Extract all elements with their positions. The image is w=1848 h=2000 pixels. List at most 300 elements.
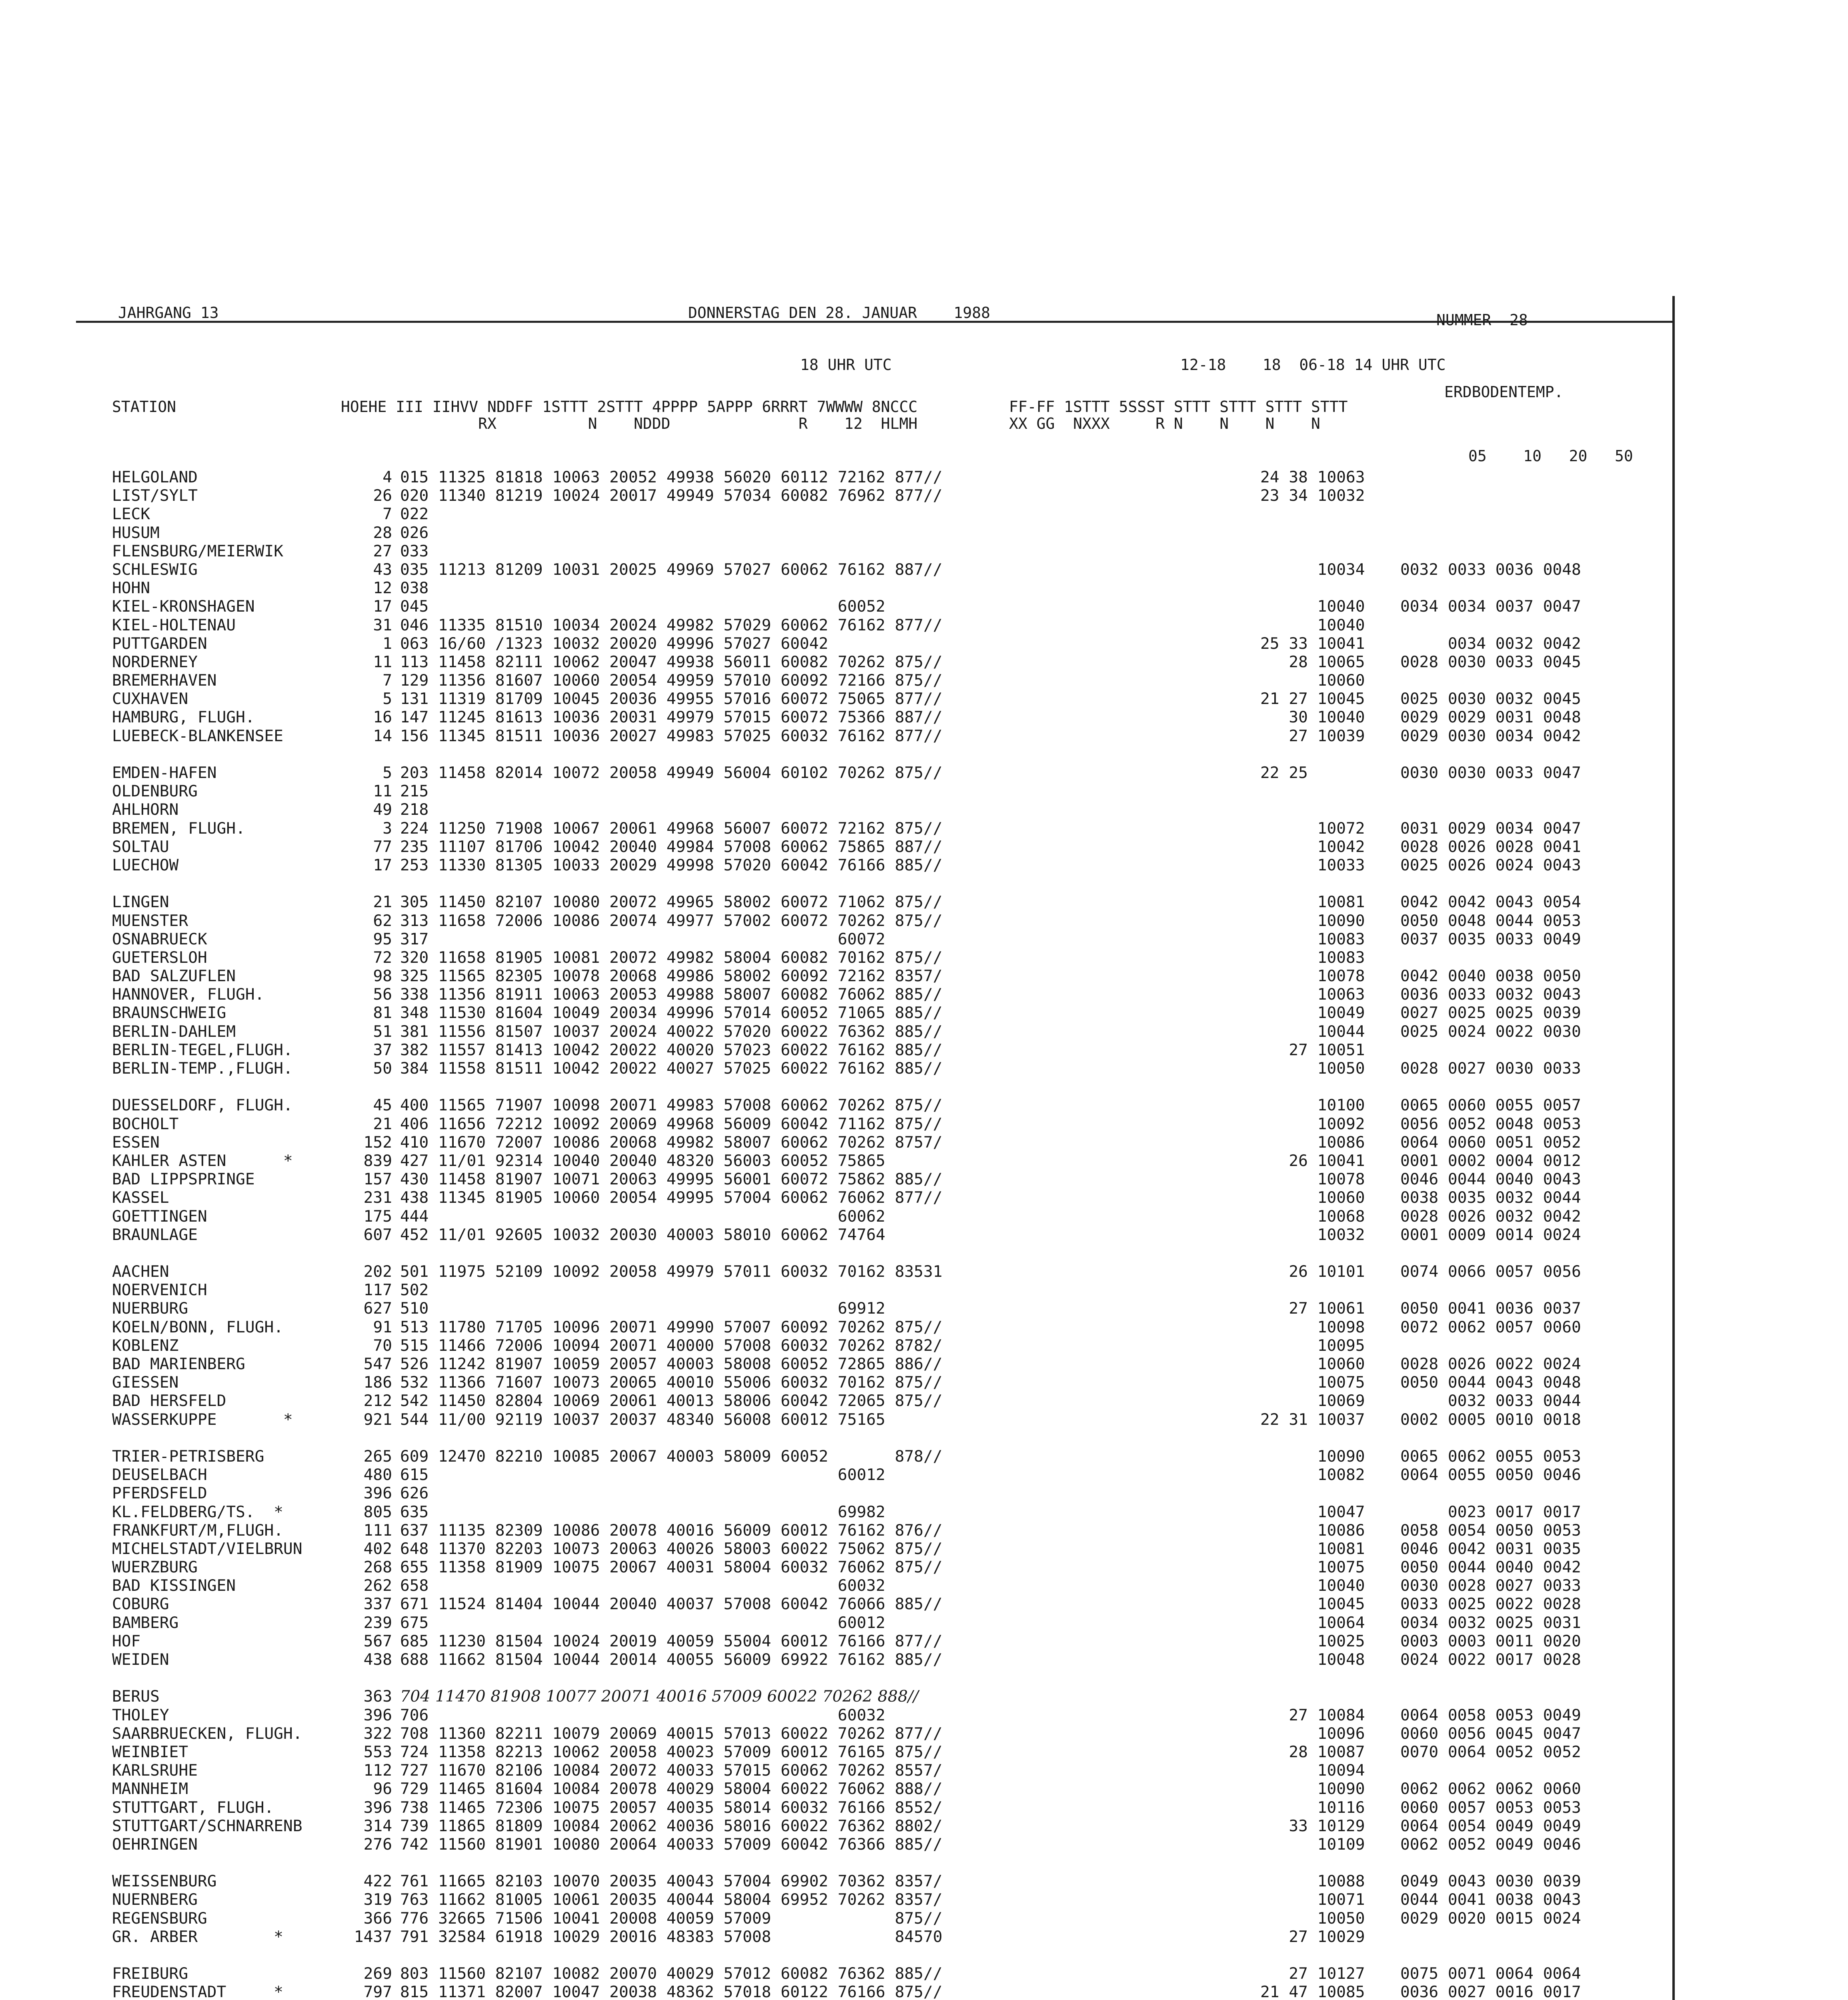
- period-12-18: 22 25: [1260, 764, 1308, 782]
- station-name: WASSERKUPPE *: [112, 1410, 293, 1429]
- station-height: 37: [373, 1040, 392, 1059]
- period-12-18: 10034: [1260, 560, 1365, 579]
- station-name: OEHRINGEN: [112, 1835, 198, 1854]
- station-height: 438: [363, 1650, 392, 1669]
- station-height: 95: [373, 930, 392, 948]
- synop-groups: 739 11865 81809 10084 20062 40036 58016 60022 76362 8802/: [400, 1816, 943, 1835]
- station-height: 202: [363, 1262, 392, 1281]
- table-row: [112, 1262, 1664, 1281]
- table-row: [112, 967, 1664, 985]
- station-height: 1437: [354, 1927, 392, 1946]
- station-name: BAD HERSFELD: [112, 1392, 226, 1410]
- table-row: [112, 671, 1664, 690]
- soil-temperatures: 0036 0027 0016 0017: [1400, 1983, 1581, 2000]
- station-name: BREMEN, FLUGH.: [112, 819, 245, 838]
- soil-temperatures: 0037 0035 0033 0049: [1400, 930, 1581, 948]
- synop-groups: 532 11366 71607 10073 20065 40010 55006 60032 70162 875//: [400, 1373, 943, 1392]
- station-name: TRIER-PETRISBERG: [112, 1447, 264, 1466]
- station-name: EMDEN-HAFEN: [112, 764, 217, 782]
- soil-temperatures: 0025 0026 0024 0043: [1400, 856, 1581, 874]
- station-name: MANNHEIM: [112, 1780, 188, 1798]
- soil-temperatures: 0036 0033 0032 0043: [1400, 985, 1581, 1004]
- period-12-18: 10083: [1260, 930, 1365, 948]
- station-name: NUERNBERG: [112, 1890, 198, 1909]
- period-12-18: 28 10087: [1260, 1742, 1365, 1761]
- synop-groups: 438 11345 81905 10060 20054 49995 57004 60062 76062 877//: [400, 1188, 943, 1207]
- soil-temperatures: 0042 0040 0038 0050: [1400, 967, 1581, 986]
- period-12-18: 27 10039: [1260, 726, 1365, 745]
- synop-groups: 708 11360 82211 10079 20069 40015 57013 60022 70262 877//: [400, 1724, 943, 1743]
- row-spacer: [112, 1244, 1664, 1262]
- soil-temperatures: 0034 0032 0025 0031: [1400, 1613, 1581, 1632]
- period-12-18: 10094: [1260, 1761, 1365, 1780]
- soil-temperatures: 0050 0048 0044 0053: [1400, 911, 1581, 930]
- station-name: PUTTGARDEN: [112, 634, 207, 653]
- table-row: [112, 1410, 1664, 1429]
- period-12-18: 10096: [1260, 1724, 1365, 1743]
- station-name: GOETTINGEN: [112, 1207, 207, 1226]
- station-name: WEINBIET: [112, 1742, 188, 1761]
- synop-groups: 761 11665 82103 10070 20035 40043 57004 69902 70362 8357/: [400, 1872, 943, 1891]
- table-row: [112, 1835, 1664, 1854]
- table-row: [112, 1447, 1664, 1466]
- period-12-18: 10045: [1260, 1595, 1365, 1614]
- station-name: LECK: [112, 505, 150, 524]
- synop-groups: 675 60012: [400, 1613, 885, 1632]
- table-row: [112, 1318, 1664, 1336]
- table-row: [112, 1909, 1664, 1928]
- soil-temperatures: 0042 0042 0043 0054: [1400, 893, 1581, 912]
- station-name: KL.FELDBERG/TS. *: [112, 1502, 284, 1521]
- synop-groups: 502: [400, 1281, 429, 1300]
- period-12-18: 26 10041: [1260, 1151, 1365, 1170]
- row-spacer: [112, 1078, 1664, 1096]
- soil-temperatures: 0023 0017 0017: [1400, 1502, 1581, 1521]
- synop-groups: 727 11670 82106 10084 20072 40033 57015 60062 70262 8557/: [400, 1761, 943, 1780]
- table-row: [112, 708, 1664, 726]
- soil-temperatures: 0060 0056 0045 0047: [1400, 1724, 1581, 1743]
- station-name: BAD SALZUFLEN: [112, 967, 236, 986]
- synop-groups: 410 11670 72007 10086 20068 49982 58007 60062 70262 8757/: [400, 1133, 943, 1152]
- period-12-18: 10078: [1260, 967, 1365, 986]
- soil-temp-depths: 05 10 20 50: [1468, 447, 1633, 465]
- station-name: LUECHOW: [112, 856, 179, 874]
- period-12-18: 10025: [1260, 1632, 1365, 1650]
- station-height: 627: [363, 1299, 392, 1318]
- station-height: 567: [363, 1632, 392, 1650]
- station-height: 50: [373, 1059, 392, 1078]
- period-12-18: 10081: [1260, 1539, 1365, 1558]
- station-height: 72: [373, 948, 392, 967]
- table-row: [112, 1928, 1664, 1946]
- table-row: [112, 1650, 1664, 1669]
- period-12-18: 10078: [1260, 1170, 1365, 1189]
- station-height: 396: [363, 1706, 392, 1724]
- synop-groups: 046 11335 81510 10034 20024 49982 57029 60062 76162 877//: [400, 616, 943, 634]
- station-height: 269: [363, 1964, 392, 1983]
- soil-temperatures: 0032 0033 0036 0048: [1400, 560, 1581, 579]
- table-row: [112, 1281, 1664, 1299]
- station-name: BERLIN-DAHLEM: [112, 1022, 236, 1041]
- synop-groups: 637 11135 82309 10086 20078 40016 56009 60012 76162 876//: [400, 1521, 943, 1540]
- table-row: [112, 1022, 1664, 1041]
- station-name: HOF: [112, 1632, 141, 1650]
- station-name: HAMBURG, FLUGH.: [112, 708, 255, 727]
- station-height: 45: [373, 1096, 392, 1115]
- table-row: [112, 1004, 1664, 1022]
- soil-temperatures: 0062 0052 0049 0046: [1400, 1835, 1581, 1854]
- table-row: [112, 856, 1664, 874]
- station-name: BAD KISSINGEN: [112, 1576, 236, 1595]
- soil-temperatures: 0029 0030 0034 0042: [1400, 726, 1581, 745]
- period-12-18: 23 34 10032: [1260, 486, 1365, 505]
- table-row: [112, 1724, 1664, 1743]
- soil-temperatures: 0074 0066 0057 0056: [1400, 1262, 1581, 1281]
- synop-groups: 729 11465 81604 10084 20078 40029 58004 60022 76062 888//: [400, 1780, 943, 1798]
- synop-groups: 063 16/60 /1323 10032 20020 49996 57027 60042: [400, 634, 829, 653]
- synop-groups: 544 11/00 92119 10037 20037 48340 56008 60012 75165: [400, 1410, 885, 1429]
- station-name: AACHEN: [112, 1262, 169, 1281]
- period-12-18: 10064: [1260, 1613, 1365, 1632]
- table-row: [112, 468, 1664, 486]
- table-row: [112, 800, 1664, 819]
- period-12-18: 28 10065: [1260, 652, 1365, 671]
- station-height: 14: [373, 726, 392, 745]
- synop-groups: 444 60062: [400, 1207, 885, 1226]
- station-name: BAD MARIENBERG: [112, 1355, 245, 1373]
- row-spacer: [112, 1854, 1664, 1872]
- soil-temp-title: ERDBODENTEMP.: [1444, 383, 1564, 401]
- synop-groups: 803 11560 82107 10082 20070 40029 57012 60082 76362 885//: [400, 1964, 943, 1983]
- period-12-18: 10069: [1260, 1392, 1365, 1410]
- station-height: 797: [363, 1983, 392, 2000]
- soil-temperatures: 0044 0041 0038 0043: [1400, 1890, 1581, 1909]
- table-row: [112, 1964, 1664, 1983]
- table-row: [112, 1817, 1664, 1835]
- table-row: [112, 1152, 1664, 1170]
- station-name: COBURG: [112, 1595, 169, 1614]
- table-row: [112, 838, 1664, 856]
- soil-temperatures: 0065 0062 0055 0053: [1400, 1447, 1581, 1466]
- table-row: [112, 1576, 1664, 1595]
- synop-groups: 313 11658 72006 10086 20074 49977 57002 60072 70262 875//: [400, 911, 943, 930]
- period-12-18: 10060: [1260, 1188, 1365, 1207]
- soil-temperatures: 0038 0035 0032 0044: [1400, 1188, 1581, 1207]
- period-12-18: 10116: [1260, 1798, 1365, 1817]
- soil-temperatures: 0064 0055 0050 0046: [1400, 1466, 1581, 1484]
- station-height: 319: [363, 1890, 392, 1909]
- station-name: DEUSELBACH: [112, 1466, 207, 1484]
- table-row: [112, 1780, 1664, 1798]
- table-row: [112, 930, 1664, 948]
- table-row: [112, 1484, 1664, 1502]
- table-row: [112, 1355, 1664, 1373]
- station-height: 16: [373, 708, 392, 727]
- station-height: 111: [363, 1521, 392, 1540]
- station-height: 607: [363, 1225, 392, 1244]
- table-row: [112, 579, 1664, 597]
- table-row: [112, 524, 1664, 542]
- station-name: FRANKFURT/M,FLUGH.: [112, 1521, 284, 1540]
- synop-groups: 704 11470 81908 10077 20071 40016 57009 60022 70262 888//: [400, 1687, 919, 1706]
- synop-groups: 381 11556 81507 10037 20024 40022 57020 60022 76362 885//: [400, 1022, 943, 1041]
- station-name: SAARBRUECKEN, FLUGH.: [112, 1724, 302, 1743]
- station-height: 276: [363, 1835, 392, 1854]
- table-row: [112, 1188, 1664, 1207]
- soil-temperatures: 0050 0044 0043 0048: [1400, 1373, 1581, 1392]
- station-height: 112: [363, 1761, 392, 1780]
- period-12-18: 10090: [1260, 911, 1365, 930]
- station-height: 77: [373, 837, 392, 856]
- station-height: 98: [373, 967, 392, 986]
- station-height: 4: [382, 468, 392, 486]
- station-height: 49: [373, 800, 392, 819]
- date-label: DONNERSTAG DEN 28. JANUAR 1988: [688, 304, 990, 322]
- station-name: BAMBERG: [112, 1613, 179, 1632]
- station-name: PFERDSFELD: [112, 1484, 207, 1503]
- station-height: 175: [363, 1207, 392, 1226]
- synop-groups: 215: [400, 782, 429, 801]
- station-height: 21: [373, 1114, 392, 1133]
- table-row: [112, 1595, 1664, 1613]
- issue-number: NUMMER 28: [1436, 311, 1528, 329]
- table-row: [112, 782, 1664, 800]
- soil-temperatures: 0072 0062 0057 0060: [1400, 1318, 1581, 1336]
- table-row: [112, 1392, 1664, 1410]
- station-height: 480: [363, 1466, 392, 1484]
- soil-temperatures: 0062 0062 0062 0060: [1400, 1780, 1581, 1798]
- table-row: [112, 764, 1664, 782]
- period-12-18: 10050: [1260, 1059, 1365, 1078]
- synop-groups: 742 11560 81901 10080 20064 40033 57009 60042 76366 885//: [400, 1835, 943, 1854]
- station-height: 402: [363, 1539, 392, 1558]
- soil-temperatures: 0050 0041 0036 0037: [1400, 1299, 1581, 1318]
- station-name: WEISSENBURG: [112, 1872, 217, 1891]
- period-12-18: 10090: [1260, 1780, 1365, 1798]
- soil-temperatures: 0058 0054 0050 0053: [1400, 1521, 1581, 1540]
- soil-temperatures: 0034 0034 0037 0047: [1400, 597, 1581, 616]
- table-row: [112, 542, 1664, 560]
- synop-groups: 129 11356 81607 10060 20054 49959 57010 60092 72166 875//: [400, 671, 943, 690]
- synop-groups: 648 11370 82203 10073 20063 40026 58003 60022 75062 875//: [400, 1539, 943, 1558]
- synop-groups: 147 11245 81613 10036 20031 49979 57015 60072 75366 887//: [400, 708, 943, 727]
- soil-temperatures: 0049 0043 0030 0039: [1400, 1872, 1581, 1891]
- table-row: [112, 1632, 1664, 1650]
- synop-groups: 305 11450 82107 10080 20072 49965 58002 60072 71062 875//: [400, 893, 943, 912]
- station-name: WUERZBURG: [112, 1558, 198, 1577]
- period-12-18: 27 10061: [1260, 1299, 1365, 1318]
- table-row: [112, 893, 1664, 911]
- synop-groups: 513 11780 71705 10096 20071 49990 57007 60092 70262 875//: [400, 1318, 943, 1336]
- period-12-18: 10086: [1260, 1521, 1365, 1540]
- period-12-18: 10095: [1260, 1336, 1365, 1355]
- station-name: OLDENBURG: [112, 782, 198, 801]
- synop-groups: 224 11250 71908 10067 20061 49968 56007 60072 72162 875//: [400, 819, 943, 838]
- table-row: [112, 727, 1664, 745]
- table-row: [112, 653, 1664, 671]
- soil-temperatures: 0027 0025 0025 0039: [1400, 1004, 1581, 1022]
- soil-temperatures: 0025 0024 0022 0030: [1400, 1022, 1581, 1041]
- station-name: FREIBURG: [112, 1964, 188, 1983]
- station-height: 62: [373, 911, 392, 930]
- soil-temperatures: 0050 0044 0040 0042: [1400, 1558, 1581, 1577]
- row-spacer: [112, 1429, 1664, 1447]
- synop-groups: 020 11340 81219 10024 20017 49949 57034 60082 76962 877//: [400, 486, 943, 505]
- station-name: BRAUNLAGE: [112, 1225, 198, 1244]
- station-height: 21: [373, 893, 392, 912]
- synop-groups: 815 11371 82007 10047 20038 48362 57018 60122 76166 875//: [400, 1983, 943, 2000]
- station-height: 921: [363, 1410, 392, 1429]
- station-height: 56: [373, 985, 392, 1004]
- synop-groups: 026: [400, 523, 429, 542]
- station-name: KARLSRUHE: [112, 1761, 198, 1780]
- synop-groups: 113 11458 82111 10062 20047 49938 56011 60082 70262 875//: [400, 652, 943, 671]
- period-12-18: 10049: [1260, 1004, 1365, 1022]
- period-12-18: 10040: [1260, 1576, 1365, 1595]
- section-18-utc: 18 UHR UTC: [800, 356, 892, 374]
- period-12-18: 10075: [1260, 1373, 1365, 1392]
- synop-groups: 526 11242 81907 10059 20057 40003 58008 60052 72865 886//: [400, 1355, 943, 1373]
- station-name: REGENSBURG: [112, 1909, 207, 1928]
- station-name: KOBLENZ: [112, 1336, 179, 1355]
- table-row: [112, 1207, 1664, 1226]
- station-name: BREMERHAVEN: [112, 671, 217, 690]
- station-name: CUXHAVEN: [112, 690, 188, 708]
- station-name: WEIDEN: [112, 1650, 169, 1669]
- station-height: 553: [363, 1742, 392, 1761]
- station-height: 17: [373, 856, 392, 874]
- row-spacer: [112, 874, 1664, 893]
- station-name: SCHLESWIG: [112, 560, 198, 579]
- synop-groups: 542 11450 82804 10069 20061 40013 58006 60042 72065 875//: [400, 1392, 943, 1410]
- table-row: [112, 1761, 1664, 1780]
- synop-groups: 203 11458 82014 10072 20058 49949 56004 60102 70262 875//: [400, 764, 943, 782]
- soil-temperatures: 0028 0026 0032 0042: [1400, 1207, 1581, 1226]
- synop-groups: 791 32584 61918 10029 20016 48383 57008 84570: [400, 1927, 943, 1946]
- station-height: 51: [373, 1022, 392, 1041]
- period-12-18: 10088: [1260, 1872, 1365, 1891]
- table-row: [112, 486, 1664, 505]
- soil-temperatures: 0070 0064 0052 0052: [1400, 1742, 1581, 1761]
- station-name: NORDERNEY: [112, 652, 198, 671]
- column-subheaders: RX N NDDD R 12 HLMH XX GG NXXX R N N N N: [112, 415, 1320, 432]
- synop-groups: 045 60052: [400, 597, 885, 616]
- soil-temperatures: 0064 0058 0053 0049: [1400, 1706, 1581, 1724]
- table-row: [112, 1096, 1664, 1114]
- period-12-18: 10090: [1260, 1447, 1365, 1466]
- synop-groups: 515 11466 72006 10094 20071 40000 57008 60032 70262 8782/: [400, 1336, 943, 1355]
- station-height: 11: [373, 782, 392, 801]
- station-height: 7: [382, 505, 392, 524]
- synop-groups: 510 69912: [400, 1299, 885, 1318]
- synop-groups: 348 11530 81604 10049 20034 49996 57014 60052 71065 885//: [400, 1004, 943, 1022]
- synop-groups: 218: [400, 800, 429, 819]
- station-name: KIEL-HOLTENAU: [112, 616, 236, 634]
- synop-groups: 235 11107 81706 10042 20040 49984 57008 60062 75865 887//: [400, 837, 943, 856]
- period-12-18: 10071: [1260, 1890, 1365, 1909]
- station-height: 5: [382, 690, 392, 708]
- station-height: 81: [373, 1004, 392, 1022]
- soil-temperatures: 0033 0025 0022 0028: [1400, 1595, 1581, 1614]
- row-spacer: [112, 1946, 1664, 1964]
- station-name: HELGOLAND: [112, 468, 198, 486]
- station-height: 314: [363, 1816, 392, 1835]
- synop-groups: 615 60012: [400, 1466, 885, 1484]
- table-row: [112, 690, 1664, 708]
- period-12-18: 26 10101: [1260, 1262, 1365, 1281]
- period-12-18: 10047: [1260, 1502, 1365, 1521]
- synop-groups: 452 11/01 92605 10032 20030 40003 58010 60062 74764: [400, 1225, 885, 1244]
- period-12-18: 10100: [1260, 1096, 1365, 1115]
- period-12-18: 10075: [1260, 1558, 1365, 1577]
- station-name: DUESSELDORF, FLUGH.: [112, 1096, 293, 1115]
- soil-temperatures: 0075 0071 0064 0064: [1400, 1964, 1581, 1983]
- synop-groups: 776 32665 71506 10041 20008 40059 57009 875//: [400, 1909, 943, 1928]
- period-12-18: 10044: [1260, 1022, 1365, 1041]
- synop-groups: 317 60072: [400, 930, 885, 948]
- table-row: [112, 1503, 1664, 1521]
- station-name: BERUS: [112, 1687, 160, 1706]
- station-height: 422: [363, 1872, 392, 1891]
- synop-groups: 501 11975 52109 10092 20058 49979 57011 60032 70162 83531: [400, 1262, 943, 1281]
- synop-groups: 688 11662 81504 10044 20014 40055 56009 69922 76162 885//: [400, 1650, 943, 1669]
- synop-groups: 382 11557 81413 10042 20022 40020 57023 60022 76162 885//: [400, 1040, 943, 1059]
- period-12-18: 10081: [1260, 893, 1365, 912]
- station-name: AHLHORN: [112, 800, 179, 819]
- period-12-18: 10082: [1260, 1466, 1365, 1484]
- period-12-18: 27 10029: [1260, 1927, 1365, 1946]
- period-12-18: 27 10127: [1260, 1964, 1365, 1983]
- period-12-18: 10060: [1260, 1355, 1365, 1373]
- synop-groups: 022: [400, 505, 429, 524]
- synop-groups: 406 11656 72212 10092 20069 49968 56009 60042 71162 875//: [400, 1114, 943, 1133]
- table-row: [112, 1706, 1664, 1724]
- station-height: 91: [373, 1318, 392, 1336]
- synop-groups: 015 11325 81818 10063 20052 49938 56020 60112 72162 877//: [400, 468, 943, 486]
- station-height: 268: [363, 1558, 392, 1577]
- report-sheet: [76, 296, 1675, 2000]
- period-12-18: 10060: [1260, 671, 1365, 690]
- synop-groups: 131 11319 81709 10045 20036 49955 57016 60072 75065 877//: [400, 690, 943, 708]
- station-height: 239: [363, 1613, 392, 1632]
- station-name: FLENSBURG/MEIERWIK: [112, 542, 284, 560]
- period-12-18: 10072: [1260, 819, 1365, 838]
- soil-temperatures: 0030 0030 0033 0047: [1400, 764, 1581, 782]
- station-name: SOLTAU: [112, 837, 169, 856]
- station-height: 43: [373, 560, 392, 579]
- table-row: [112, 1466, 1664, 1484]
- station-name: GUETERSLOH: [112, 948, 207, 967]
- station-name: KOELN/BONN, FLUGH.: [112, 1318, 284, 1336]
- soil-temperatures: 0028 0030 0033 0045: [1400, 652, 1581, 671]
- station-name: ESSEN: [112, 1133, 160, 1152]
- period-12-18: 10098: [1260, 1318, 1365, 1336]
- period-12-18: 10092: [1260, 1114, 1365, 1133]
- table-row: [112, 1890, 1664, 1909]
- station-name: BRAUNSCHWEIG: [112, 1004, 226, 1022]
- row-spacer: [112, 1669, 1664, 1687]
- station-height: 7: [382, 671, 392, 690]
- period-12-18: 21 47 10085: [1260, 1983, 1365, 2000]
- station-height: 337: [363, 1595, 392, 1614]
- station-name: MICHELSTADT/VIELBRUN: [112, 1539, 302, 1558]
- soil-temperatures: 0064 0054 0049 0049: [1400, 1816, 1581, 1835]
- station-height: 28: [373, 523, 392, 542]
- station-height: 17: [373, 597, 392, 616]
- synop-groups: 685 11230 81504 10024 20019 40059 55004 60012 76166 877//: [400, 1632, 943, 1650]
- station-name: HOHN: [112, 579, 150, 598]
- period-12-18: 10083: [1260, 948, 1365, 967]
